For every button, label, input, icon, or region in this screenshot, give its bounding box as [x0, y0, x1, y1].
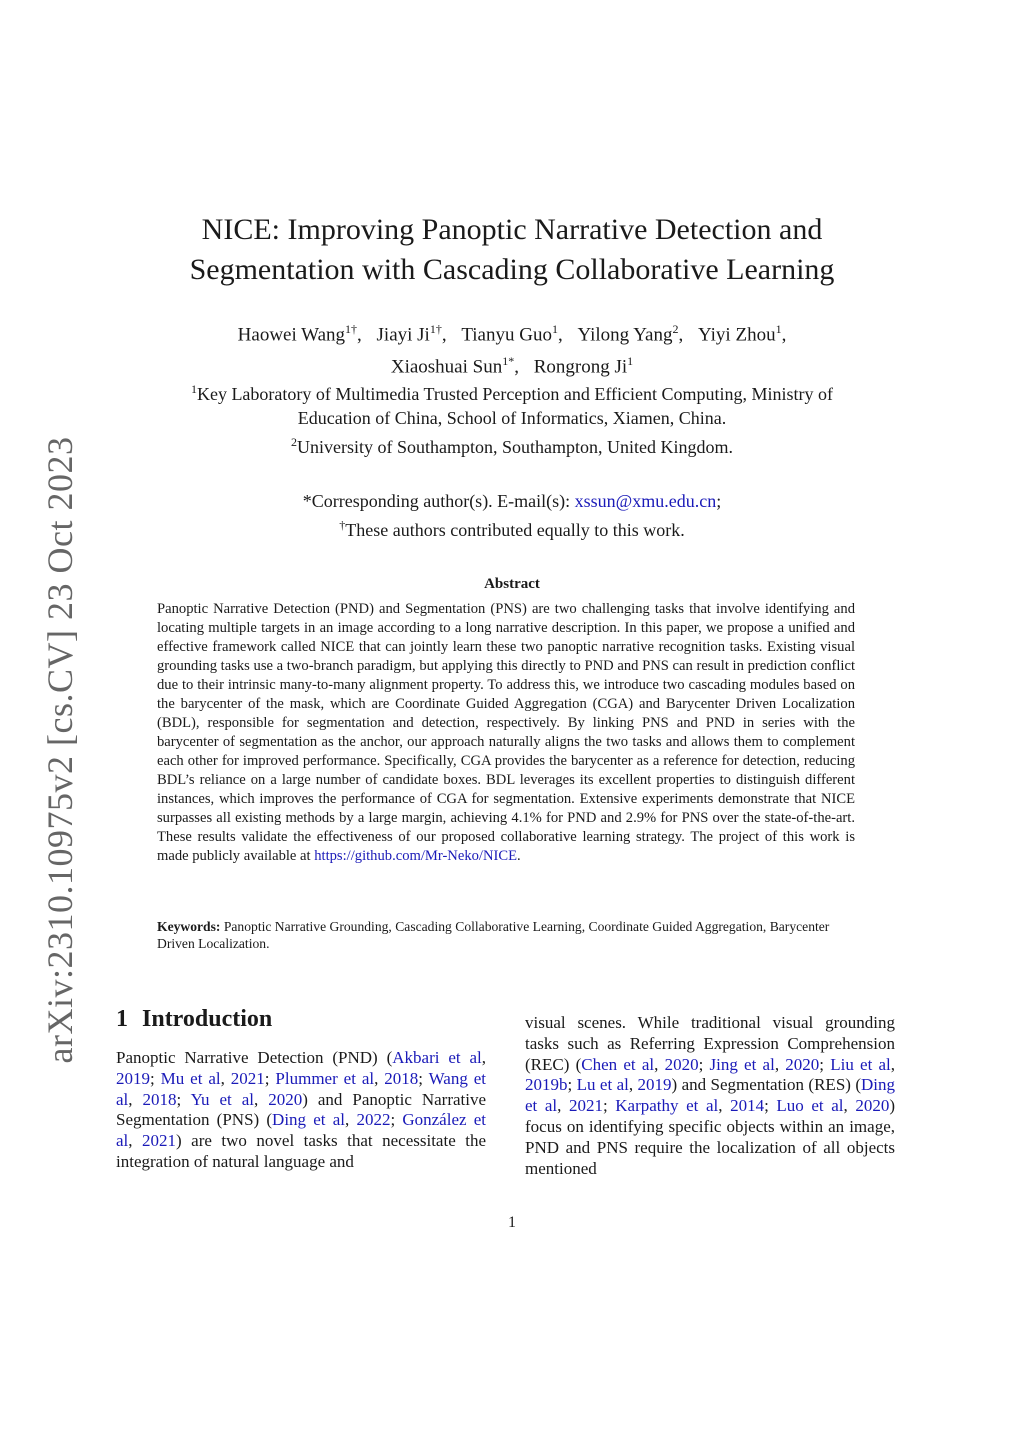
abstract-heading: Abstract	[484, 576, 540, 592]
citation-link[interactable]: González et al	[116, 1110, 487, 1151]
citation-link[interactable]: 2014	[730, 1096, 765, 1116]
section-heading	[116, 1006, 272, 1033]
abstract-text: Panoptic Narrative Detection (PND) and Segmentation (PNS) are two challenging tasks that involve identifying and locating multiple targets in an image according to a long narrative description. In this paper, we propose a unified and effective framework called NICE that can jointly learn these two panoptic narrative recognition tasks. Existing visual grounding tasks use a two-branch paradigm, but applying this directly to PND and PNS can result in prediction conflict due to their intrinsic many-to-many alignment property. To address this, we introduce two cascading modules based on the barycenter of the mask, which are Coordinate Guided Aggregation (CGA) and Barycenter Driven Localization (BDL), responsible for segmentation and detection, respectively. By linking PNS and PND in series with the barycenter of segmentation as the anchor, our approach naturally aligns the two tasks and allows them to complement each other for improved performance. Specifically, CGA provides the barycenter as a reference for detection, reducing BDL’s reliance on a large number of candidate boxes. BDL leverages its excellent properties to distinguish different instances, which improves the performance of CGA for segmentation. Extensive experiments demonstrate that NICE surpasses all existing methods by a large margin, achieving 4.1% for PND and 2.9% for PNS over the state-of-the-art. These results validate the effectiveness of our proposed collaborative learning strategy. The project of this work is made publicly available at	[157, 601, 855, 864]
author	[238, 316, 362, 348]
citation-link[interactable]: Ding et al	[272, 1110, 345, 1130]
citation-link[interactable]: Ding et al	[525, 1075, 895, 1116]
citation-link[interactable]: Wang et al	[116, 1068, 487, 1109]
body-text: ,	[344, 1110, 357, 1130]
email-link[interactable]: xssun@xmu.edu.cn	[574, 491, 717, 511]
body-text: ,	[220, 1068, 231, 1088]
author	[534, 348, 633, 380]
paper-title	[0, 210, 1024, 290]
body-text: ;	[176, 1089, 191, 1109]
body-text: ,	[843, 1096, 856, 1116]
citation-link[interactable]: 2021	[142, 1131, 177, 1151]
citation-link[interactable]: Liu et al	[830, 1054, 891, 1074]
title-line-2: Segmentation with Cascading Collaborative Learning	[189, 253, 835, 286]
corresponding-prefix: *Corresponding author(s). E-mail(s):	[302, 491, 575, 511]
citation-link[interactable]: Jing et al	[709, 1054, 775, 1074]
body-text: ;	[602, 1096, 616, 1116]
section-number: 1	[116, 1006, 128, 1032]
body-text: ) and Segmentation (RES) (	[671, 1075, 861, 1095]
author-affil-mark: 1	[627, 354, 634, 369]
intro-right-column	[525, 1013, 895, 1179]
body-text: ;	[567, 1075, 577, 1095]
citation-link[interactable]: Plummer et al	[275, 1068, 375, 1088]
section-title: Introduction	[142, 1006, 273, 1032]
citation-link[interactable]: 2020	[268, 1089, 303, 1109]
body-text: ,	[718, 1096, 731, 1116]
author	[698, 316, 786, 348]
author-affil-mark: 1	[551, 322, 558, 336]
body-text: ,	[253, 1089, 269, 1109]
affiliation-2-text: University of Southampton, Southampton, United Kingdom.	[297, 437, 733, 457]
citation-link[interactable]: 2022	[356, 1110, 391, 1130]
citation-link[interactable]: Luo et al	[776, 1096, 844, 1116]
keywords	[157, 918, 855, 952]
body-text: ;	[150, 1068, 161, 1088]
author-row-2	[0, 348, 1024, 380]
affiliation-mark: 1	[190, 382, 197, 396]
body-text: ,	[890, 1054, 896, 1074]
body-text: ,	[128, 1089, 143, 1109]
author-affil-mark: 2	[672, 322, 679, 336]
body-text: visual scenes. While traditional visual grounding tasks such as Referring Expression Comprehension (REC) (	[525, 1013, 895, 1074]
author-affil-mark: 1†	[345, 322, 358, 336]
project-link[interactable]: https://github.com/Mr-Neko/NICE	[314, 848, 518, 864]
body-text: ) focus on identifying specific objects within an image, PND and PNS require the localization of all objects mentioned	[525, 1096, 896, 1178]
author-name: Tianyu Guo	[461, 324, 552, 346]
keywords-label: Keywords:	[157, 919, 221, 934]
body-text: ,	[374, 1068, 385, 1088]
author-separator: ,	[441, 324, 447, 346]
author-affil-mark: 1*	[502, 354, 515, 369]
author	[577, 316, 683, 348]
intro-left-column	[116, 1048, 486, 1173]
citation-link[interactable]: Chen et al	[581, 1054, 655, 1074]
citation-link[interactable]: Akbari et al	[392, 1048, 482, 1067]
citation-link[interactable]: 2019	[116, 1068, 150, 1088]
citation-link[interactable]: Karpathy et al	[615, 1096, 719, 1116]
corresponding-suffix: ;	[716, 491, 722, 511]
affiliation-mark: 2	[291, 435, 297, 449]
keywords-text: Panoptic Narrative Grounding, Cascading Collaborative Learning, Coordinate Guided Aggregation, Barycenter Driven Localization.	[157, 919, 830, 951]
author-name: Rongrong Ji	[533, 356, 628, 378]
body-text: ;	[390, 1110, 403, 1130]
body-text: ,	[774, 1054, 786, 1074]
body-text: ) are two novel tasks that necessitate the integration of natural language and	[116, 1131, 487, 1171]
body-text: ,	[557, 1096, 569, 1116]
author	[461, 316, 562, 348]
author-affil-mark: 1	[775, 322, 782, 336]
author-separator: ,	[557, 324, 563, 346]
citation-link[interactable]: 2021	[568, 1096, 603, 1116]
corresponding-author	[0, 489, 1024, 513]
author	[391, 348, 519, 380]
author	[377, 316, 447, 348]
affiliations	[110, 377, 914, 459]
author-name: Yilong Yang	[577, 324, 673, 346]
dagger-mark: †	[339, 518, 346, 532]
citation-link[interactable]: 2019b	[525, 1075, 568, 1095]
author-separator: ,	[781, 324, 787, 346]
body-text: ;	[418, 1068, 429, 1088]
body-text: ;	[819, 1054, 831, 1074]
title-line-1: NICE: Improving Panoptic Narrative Detection and	[201, 213, 823, 246]
citation-link[interactable]: Lu et al	[576, 1075, 629, 1095]
affiliation-1	[110, 377, 914, 406]
page-number: 1	[508, 1214, 516, 1231]
citation-link[interactable]: 2020	[785, 1054, 820, 1074]
author-affil-mark: 1†	[429, 322, 442, 336]
equal-contribution-note	[0, 513, 1024, 542]
body-text: Panoptic Narrative Detection (PND) (	[116, 1048, 393, 1067]
author-name: Xiaoshuai Sun	[390, 356, 503, 378]
body-text: ) and Panoptic Narrative Segmentation (PNS) (	[116, 1089, 487, 1130]
body-text: ,	[654, 1054, 665, 1074]
citation-link[interactable]: 2019	[637, 1075, 672, 1095]
citation-link[interactable]: 2020	[855, 1096, 890, 1116]
affiliation-1-line-2: Education of China, School of Informatics, Xiamen, China.	[297, 408, 727, 428]
citation-link[interactable]: Mu et al	[160, 1068, 221, 1088]
author-separator: ,	[678, 324, 684, 346]
abstract-end: .	[517, 848, 521, 864]
citation-link[interactable]: 2018	[384, 1068, 419, 1088]
correspondence	[0, 489, 1024, 542]
author-name: Yiyi Zhou	[697, 324, 776, 346]
body-text: ,	[628, 1075, 638, 1095]
author-separator: ,	[357, 324, 362, 346]
citation-link[interactable]: Yu et al	[190, 1089, 254, 1109]
author-name: Haowei Wang	[237, 324, 346, 346]
body-text: ,	[481, 1048, 486, 1067]
author-separator: ,	[514, 356, 519, 378]
arxiv-identifier: arXiv:2310.10975v2 [cs.CV] 23 Oct 2023	[40, 436, 80, 1064]
body-text: ;	[698, 1054, 710, 1074]
abstract-body	[157, 600, 855, 866]
citation-link[interactable]: 2018	[142, 1089, 177, 1109]
author-row-1	[0, 316, 1024, 348]
affiliation-2	[110, 430, 914, 459]
body-text: ;	[264, 1068, 276, 1088]
author-list	[0, 316, 1024, 381]
body-text: ,	[128, 1131, 143, 1151]
author-name: Jiayi Ji	[376, 324, 430, 346]
body-text: ;	[764, 1096, 777, 1116]
equal-contribution-text: These authors contributed equally to this work.	[345, 520, 685, 540]
citation-link[interactable]: 2021	[230, 1068, 265, 1088]
affiliation-1-line-1: Key Laboratory of Multimedia Trusted Perception and Efficient Computing, Ministry of	[196, 384, 834, 404]
citation-link[interactable]: 2020	[664, 1054, 699, 1074]
